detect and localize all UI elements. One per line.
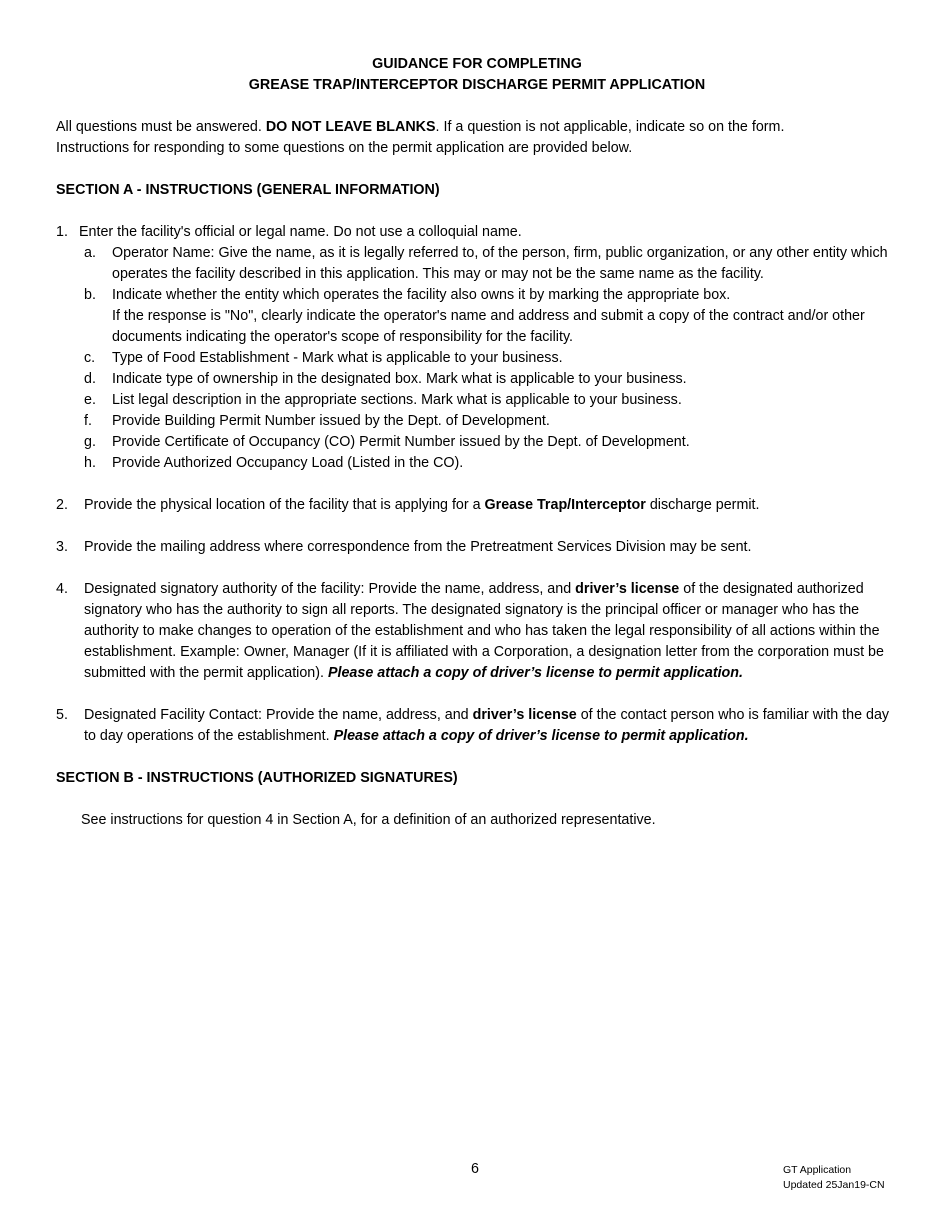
page-number: 6 xyxy=(471,1161,479,1177)
intro-paragraph xyxy=(56,117,898,159)
item-4-bold-italic: Please attach a copy of driver’s license to permit application. xyxy=(327,665,743,681)
item-2-text-c: discharge permit. xyxy=(645,497,760,513)
intro-bold: DO NOT LEAVE BLANKS xyxy=(265,119,436,135)
item-5-number: 5. xyxy=(56,707,68,723)
sub-item-h xyxy=(56,453,898,474)
sub-item-d xyxy=(56,369,898,390)
item-1-sublist xyxy=(56,243,898,474)
item-1 xyxy=(56,222,898,243)
sub-item-d-text: Indicate type of ownership in the designated box. Mark what is applicable to your business. xyxy=(112,371,687,387)
sub-item-g-text: Provide Certificate of Occupancy (CO) Permit Number issued by the Dept. of Development. xyxy=(112,434,690,450)
item-2-text-a: Provide the physical location of the facility that is applying for a xyxy=(84,497,485,513)
sub-item-g-letter: g. xyxy=(84,434,96,450)
item-4-text-a: Designated signatory authority of the facility: Provide the name, address, and xyxy=(84,581,576,597)
item-3 xyxy=(56,537,898,558)
section-b-heading: SECTION B - INSTRUCTIONS (AUTHORIZED SIGNATURES) xyxy=(56,770,458,786)
sub-item-f-letter: f. xyxy=(84,413,92,429)
item-4-text-c: of the designated authorized signatory who has the authority to sign all reports. The designated signatory is the principal officer or manager who has the authority to make changes to operation of the establishment and who has taken the legal responsibility of all actions within the establishment. Example: Owner, Manager (If it is affiliated with a Corporation, a designation letter from the corporation must be submitted with the permit application). xyxy=(84,581,884,681)
item-4-bold: driver’s license xyxy=(575,581,680,597)
title-line-1: GUIDANCE FOR COMPLETING xyxy=(372,56,582,72)
sub-item-b xyxy=(56,285,898,348)
sub-item-e-letter: e. xyxy=(84,392,96,408)
item-4-number: 4. xyxy=(56,581,68,597)
item-5-text-c: of the contact person who is familiar with the day to day operations of the establishment. xyxy=(84,707,890,744)
item-1-number: 1. xyxy=(56,224,68,240)
title-block xyxy=(56,54,898,96)
sub-item-g xyxy=(56,432,898,453)
item-2-bold: Grease Trap/Interceptor xyxy=(484,497,646,513)
sub-item-a xyxy=(56,243,898,285)
sub-item-e xyxy=(56,390,898,411)
sub-item-f-text: Provide Building Permit Number issued by the Dept. of Development. xyxy=(112,413,550,429)
document-page xyxy=(56,54,898,831)
item-5-bold: driver’s license xyxy=(472,707,577,723)
sub-item-f xyxy=(56,411,898,432)
sub-item-a-text: Operator Name: Give the name, as it is legally referred to, of the person, firm, public organization, or any other entity which operates the facility described in this application. This may or may not be the same name as the facility. xyxy=(112,245,888,282)
sub-item-h-text: Provide Authorized Occupancy Load (Listed in the CO). xyxy=(112,455,464,471)
item-3-text: Provide the mailing address where correspondence from the Pretreatment Services Division may be sent. xyxy=(84,539,752,555)
sub-item-b-letter: b. xyxy=(84,287,96,303)
footer-updated: Updated 25Jan19-CN xyxy=(783,1179,885,1191)
sub-item-h-letter: h. xyxy=(84,455,96,471)
intro-text-d: Instructions for responding to some questions on the permit application are provided below. xyxy=(56,140,633,156)
item-5-text-a: Designated Facility Contact: Provide the name, address, and xyxy=(84,707,473,723)
sub-item-b-text-2: If the response is "No", clearly indicate the operator's name and address and submit a copy of the contract and/or other documents indicating the operator's scope of responsibility for the facility. xyxy=(112,308,865,345)
sub-item-c-letter: c. xyxy=(84,350,96,366)
item-5 xyxy=(56,705,898,747)
item-2-number: 2. xyxy=(56,497,68,513)
item-1-text: Enter the facility's official or legal name. Do not use a colloquial name. xyxy=(79,224,522,240)
item-2 xyxy=(56,495,898,516)
item-4 xyxy=(56,579,898,684)
sub-item-e-text: List legal description in the appropriate sections. Mark what is applicable to your business. xyxy=(112,392,682,408)
sub-item-a-letter: a. xyxy=(84,245,96,261)
sub-item-c-text: Type of Food Establishment - Mark what is applicable to your business. xyxy=(112,350,563,366)
item-5-bold-italic: Please attach a copy of driver’s license to permit application. xyxy=(333,728,749,744)
footer-doc-name: GT Application xyxy=(783,1164,852,1176)
sub-item-d-letter: d. xyxy=(84,371,96,387)
title-line-2: GREASE TRAP/INTERCEPTOR DISCHARGE PERMIT APPLICATION xyxy=(248,77,706,93)
sub-item-c xyxy=(56,348,898,369)
section-a-heading: SECTION A - INSTRUCTIONS (GENERAL INFORMATION) xyxy=(56,182,440,198)
sub-item-b-text: Indicate whether the entity which operates the facility also owns it by marking the appropriate box. xyxy=(112,287,731,303)
footer-meta xyxy=(783,1163,885,1193)
section-b-text: See instructions for question 4 in Section A, for a definition of an authorized representative. xyxy=(81,812,656,828)
intro-text-c: . If a question is not applicable, indicate so on the form. xyxy=(435,119,785,135)
intro-text-a: All questions must be answered. xyxy=(56,119,266,135)
item-3-number: 3. xyxy=(56,539,68,555)
